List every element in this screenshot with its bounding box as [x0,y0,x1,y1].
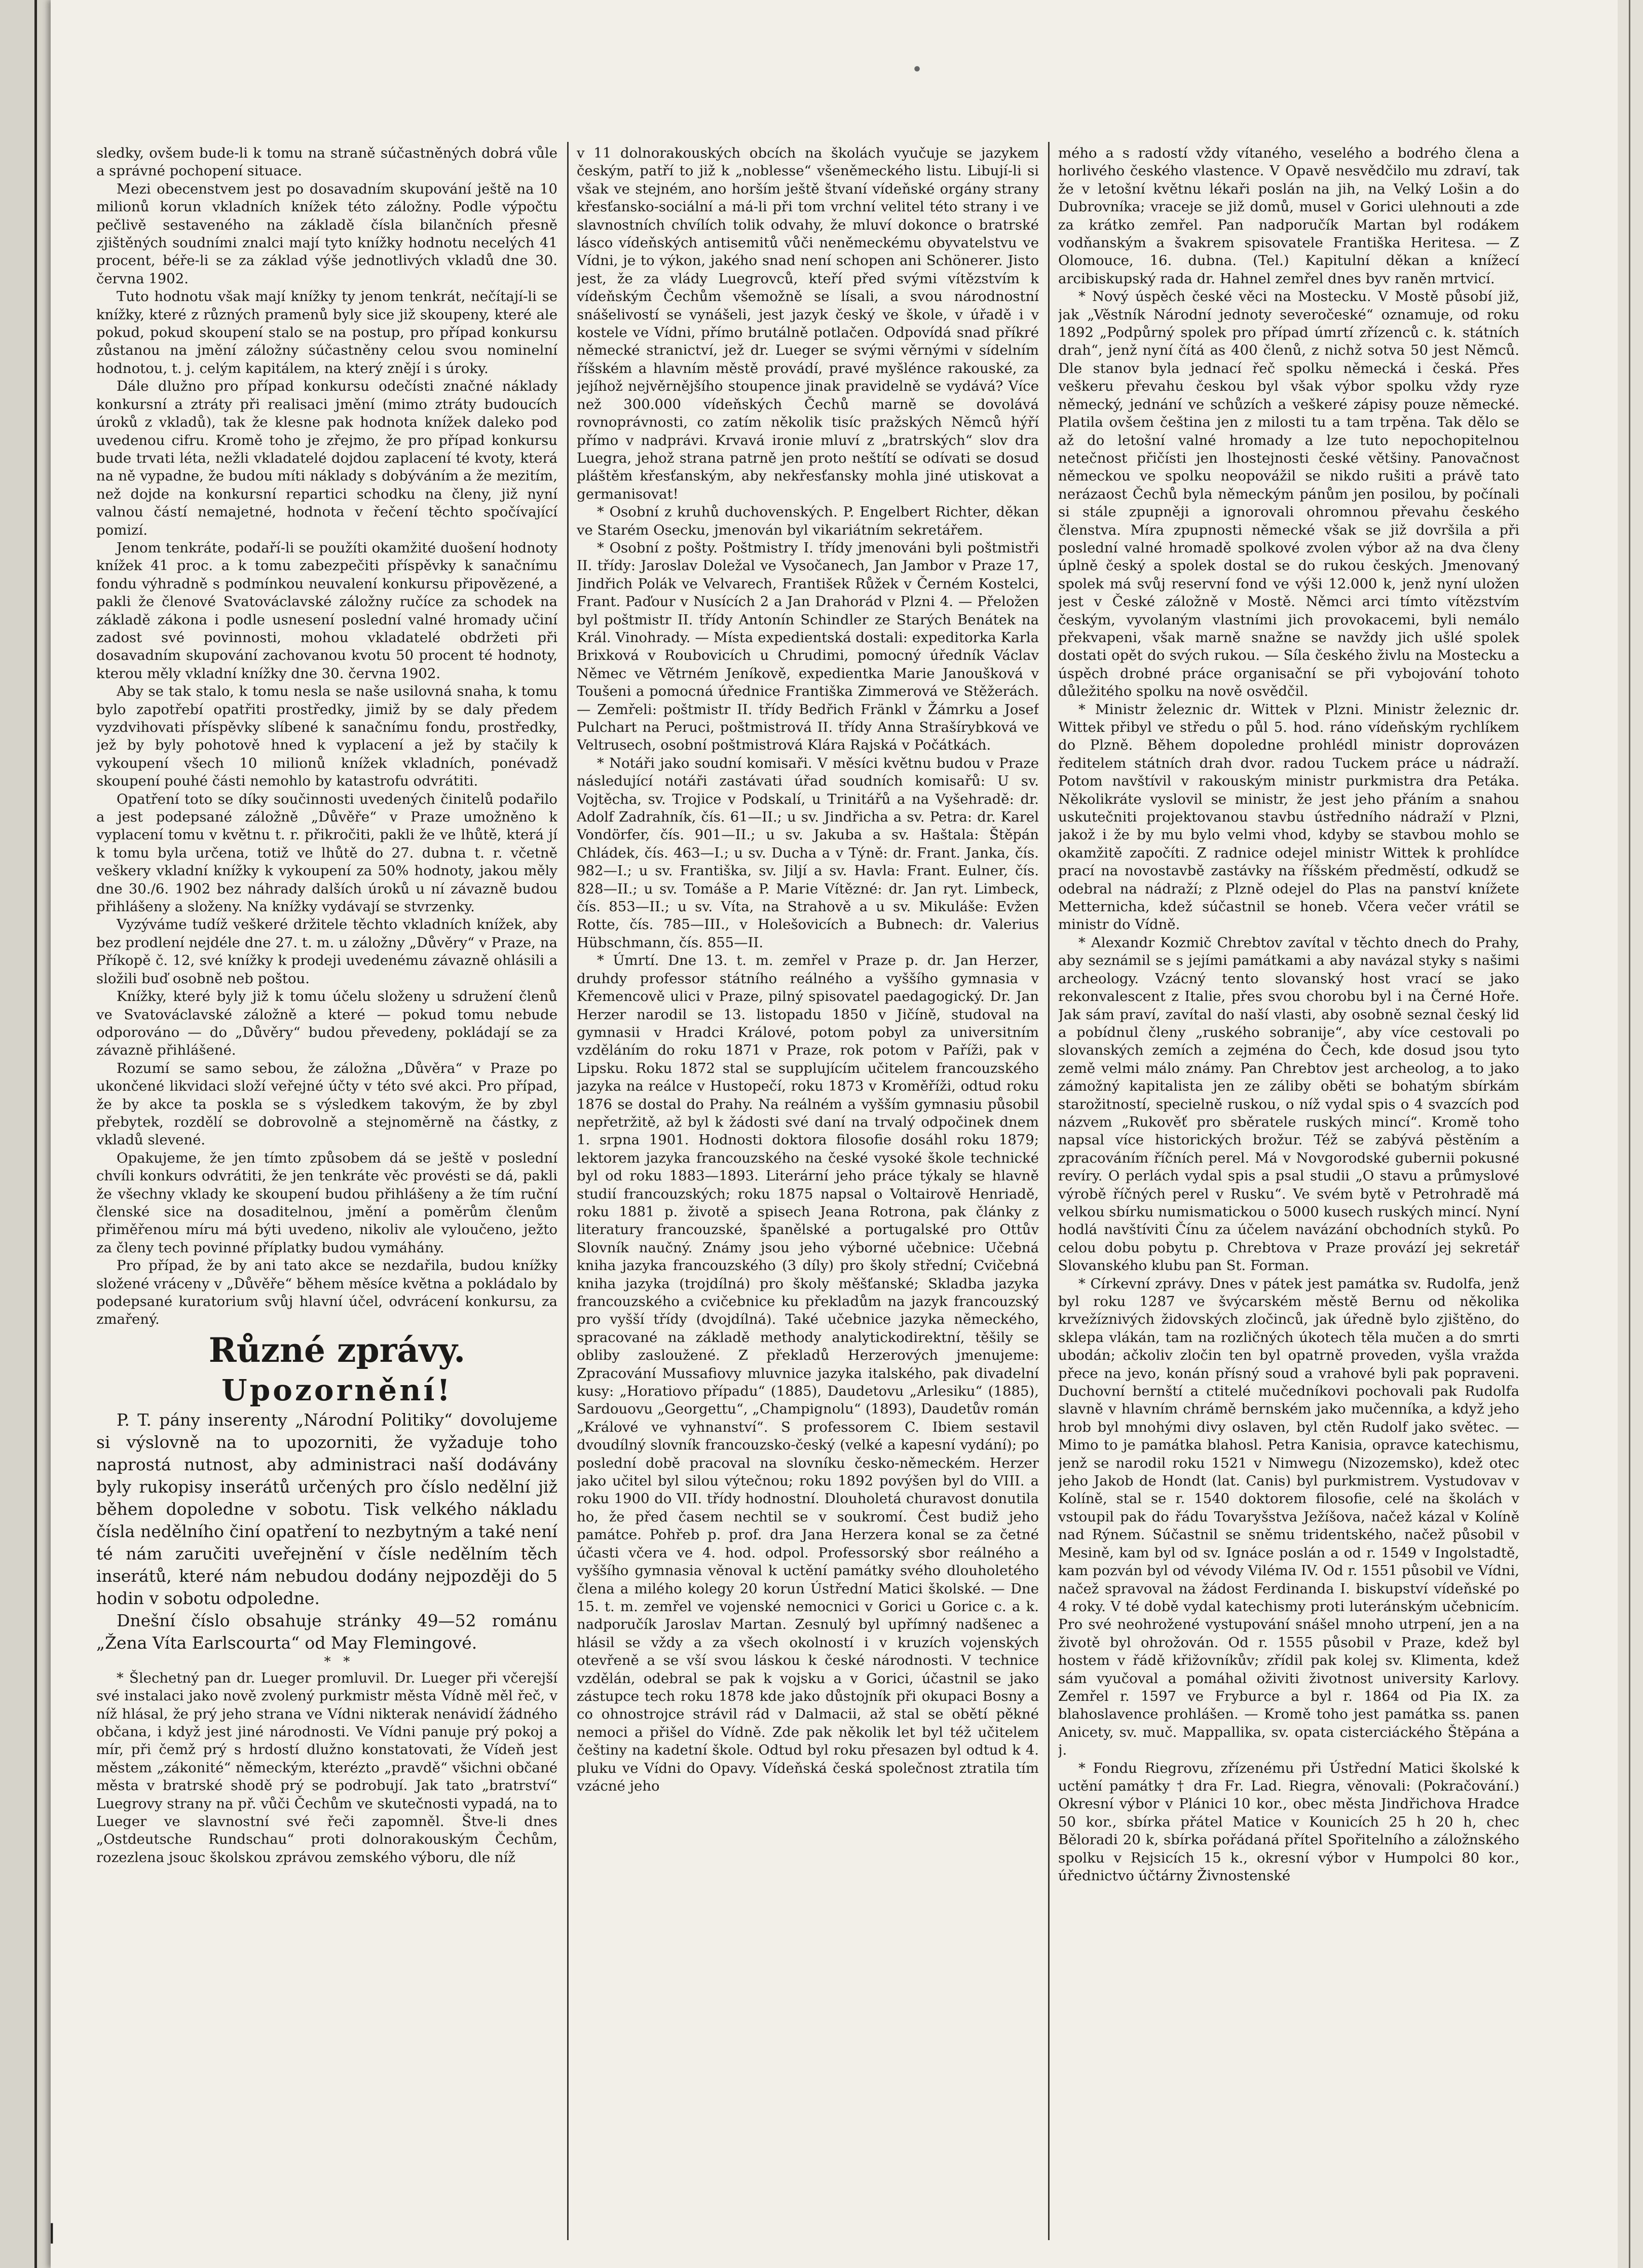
paragraph: * Ministr železnic dr. Wittek v Plzni. Ministr železnic dr. Wittek přibyl ve středu o půl 5. hod. ráno vídeňským rychlíkem do Plzně. Během dopoledne prohlédl ministr doprovázen ředitelem státních drah dvor. radou Tuckem práce u nádraží. Potom navštívil v rakouským ministr purkmistra dra Petáka. Několikráte vyslovil se ministr, že jest jeho přáním a snahou uskutečniti projektovanou stavbu ústředního nádraží v Plzni, jakož i že by mu bylo velmi vhod, kdyby se stavbou mohlo se okamžitě započíti. Z radnice odejel ministr Wittek k prohlídce prací na novostavbě zastávky na říšském předměstí, odkudž se odebral na nádraží; z Plzně odejel do Plas na panství knížete Metternicha, kdež súčastnil se honeb. Včera večer vrátil se ministr do Vídně. [1058,701,1519,933]
paragraph: Aby se tak stalo, k tomu nesla se naše usilovná snaha, k tomu bylo zapotřebí opatřiti prostředky, jimiž by se daly předem vyzdvihovati příspěvky slíbené k sanačnímu fondu, prostředky, jež by byly pohotově hned k vyplacení a jež by stačily k vykoupení všech 10 milionů knížek vkladních, ponévadž skoupení pouhé části nemohlo by katastrofu odvrátiti. [96,683,557,790]
article-lueger: * Šlechetný pan dr. Lueger promluvil. Dr. Lueger při včerejší své instalaci jako nově zvolený purkmistr města Vídně měl řeč, v níž hlásal, že prý jeho strana ve Vídni nikterak nenávidí žádného občana, i když jest jiné národnosti. Ve Vídni panuje prý pokoj a mír, při čemž prý s hrdostí dlužno konstatovati, že Vídeň jest městem „zákonité“ německým, kterézto „pravdě“ všichni občané města v bratrské shodě prý se podrobují. Jak tato „bratrství“ Luegrovy strany na př. vůči Čechům ve skutečnosti vypadá, na to Lueger ve slavnostní své řeči zapomněl. Štve-li dnes „Ostdeutsche Rundschau“ proti dolnorakouským Čechům, rozezlena jsouc školskou zprávou zemského výboru, dle níž [96,1669,557,1866]
column-2 [577,144,1039,2248]
section-heading: Různé zprávy. [208,1330,466,1370]
print-speck: • [912,61,922,79]
paragraph: * Úmrtí. Dne 13. t. m. zemřel v Praze p. dr. Jan Herzer, druhdy professor státního reálného a vyššího gymnasia v Křemencově ulici v Praze, pilný spisovatel paedagogický. Dr. Jan Herzer narodil se 13. listopadu 1850 v Jičíně, studoval na gymnasii v Hradci Králové, potom pobyl za universitním vzděláním do roku 1871 v Praze, rok potom v Paříži, pak v Lipsku. Roku 1872 stal se supplujícím učitelem francouzského jazyka na reálce v Hustopečí, roku 1873 v Kroměříži, odtud roku 1876 se dostal do Prahy. Na reálném a vyšším gymnasiu působil nepřetržitě, až byl k žádosti své daní na trvalý odpočinek dnem 1. srpna 1901. Hodnosti doktora filosofie dosáhl roku 1879; lektorem jazyka francouzského na české vysoké škole technické byl od roku 1883—1893. Literární jeho práce týkaly se hlavně studií francouzských; roku 1875 napsal o Voltairově Henriadě, roku 1881 p. životě a spisech Jeana Rotrona, pak články z literatury francouzské, španělské a portugalské pro Ottův Slovník naučný. Známy jsou jeho výborné učebnice: Učebná kniha jazyka francouzského (3 díly) pro školy střední; Cvičebná kniha jazyka (trojdílná) pro školy měšťanské; Skladba jazyka francouzského a cvičebnice ku překladům na jazyk francouzský pro vyšší třídy (dvojdílná). Také učebnice jazyka německého, spracované na základě methody analytickodirektní, těšily se obliby zasloužené. Z překladů Herzerových jmenujeme: Zpracování Mussafiovy mluvnice jazyka italského, pak divadelní kusy: „Horatiovo případu“ (1885), Daudetovu „Arlesiku“ (1885), Sardouovu „Georgettu“, „Champignolu“ (1893), Daudetův román „Králové ve vyhnanství“. S professorem C. Ibiem sestavil dvoudílný slovník francouzsko-český (velké a kapesní vydání); po poslední době pracoval na slovníku česko-německém. Herzer jako učitel byl silou výtečnou; roku 1892 povýšen byl do VIII. a roku 1900 do VII. třídy hodnostní. Dlouholetá churavost donutila ho, že před časem nechtil se v soukromí. Čest budiž jeho památce. Pohřeb p. prof. dra Jana Herzera konal se za četné účasti včera ve 4. hod. odpol. Professorský sbor reálného a vyššího gymnasia věnoval k uctění památky svého dlouholetého člena a milého kolegy 20 korun Ústřední Matici školské. — Dne 15. t. m. zemřel ve vojenské nemocnici v Gorici u Gorice c. a k. nadporučík Jaroslav Martan. Zesnulý byl upřímný nadšenec a hlásil se vždy a za všech okolností i v kruzích vojenských otevřeně a se vší svou láskou k české národnosti. V technice vzdělán, odebral se pak k vojsku a v Gorici, účastnil se jako zástupce tech roku 1878 kde jako důstojník při okupaci Bosny a co ohnostrojce strávil rád v Dalmacii, až stal se obětí pěkné nemoci a přišel do Vídně. Zde pak několik let byl též učitelem češtiny na kadetní škole. Odtud byl roku přesazen byl odtud k 4. pluku ve Vídni do Opavy. Vídeňská česká společnost ztratila tím vzácné jeho [577,952,1039,1794]
page-binding-strip [0,0,51,2268]
paragraph: Opatření toto se díky součinnosti uvedených činitelů podařilo a jest podepsané záložně „Důvěře“ v Praze umožněno k vyplacení tomu v květnu t. r. přikročiti, pakli že ve lhůtě, která jí k tomu byla určena, totiž ve lhůtě do 27. dubna t. r. včetně veškery vkladní knížky k vykoupení za 50% hodnoty, jakou měly dne 30./6. 1902 bez náhrady dalších úroků u ní závazně budou přihlášeny a složeny. Na knížky vydávají se stvrzenky. [96,791,557,915]
paragraph: sledky, ovšem bude-li k tomu na straně súčastněných dobrá vůle a správné pochopení situace. [96,145,557,179]
notice-text: P. T. pány inserenty „Národní Politiky“ dovolujeme si výslovně na to upozorniti, že vyžaduje toho naprostá nutnost, aby administraci naší dodávány byly rukopisy inserátů určených pro číslo nedělní již během dopoledne v sobotu. Tisk velkého nákladu čísla nedělního činí opatření to nezbytným a také není té nám zaručiti uveřejnění v čísle nedělním těch inserátů, které nám nebudou dodány nejpozději do 5 hodin v sobotu odpoledne. [96,1409,557,1608]
notice-heading: Upozornění! [221,1372,453,1407]
column-rule-2 [1048,142,1050,2240]
paragraph: * Alexandr Kozmič Chrebtov zavítal v těchto dnech do Prahy, aby seznámil se s jejími památkami a aby navázal styky s našimi archeology. Vzácný tento slovanský host vrací se jako rekonvalescent z Italie, přes svou chorobu byl i na Černé Hoře. Jak sám praví, zavítal do naší vlasti, aby osobně seznal český lid a pobídnul členy „ruského sobranije“, aby více cestovali po slovanských zemích a zejména do Čech, kde dosud jsou tyto země velmi málo známy. Pan Chrebtov jest archeolog, a to jako zámožný kapitalista jen ze záliby oběti se bohatým sbírkám starožitností, specielně ruskou, o níž vydal spis o 4 svazcích pod názvem „Rukověť pro sběratele ruských mincí“. Kromě toho napsal více historických brožur. Též se zabývá pěstěním a zpracováním říčních perel. Má v Novgorodské gubernii pokusné revíry. O perlách vydal spis a psal studii „O stavu a průmyslové výrobě říčných perel v Rusku“. Ve svém bytě v Petrohradě má velkou sbírku numismatickou o 5000 kusech ruských mincí. Nyní hodlá navštíviti Čínu za účelem navázání obchodních styků. Po celou dobu pobytu p. Chrebtova v Praze provází jej sekretář Slovanského klubu pan St. Forman. [1058,934,1519,1274]
column-3 [1058,144,1519,2248]
paragraph: Dále dlužno pro případ konkursu odečísti značné náklady konkursní a ztráty při realisaci jmění (mimo ztráty budoucích úroků z vkladů), tak že klesne pak hodnota knížek daleko pod uvedenou cifru. Kromě toho je zřejmo, že pro případ konkursu bude trvati léta, nežli vkladatelé dojdou zaplacení té kvoty, která na ně vypadne, že budou míti náklady s dobýváním a že mezitím, než dojde na konkursní repartici schodku na členy, již nyní valnou částí nemajetné, hodnota v řečení těchto spočívající pomizí. [96,378,557,538]
paragraph: * Církevní zprávy. Dnes v pátek jest památka sv. Rudolfa, jenž byl roku 1287 ve švýcarském městě Bernu od několika krvežíznivých židovských zločinců, jak úředně bylo zjištěno, do sklepa vlákán, tam na rozličných úkotech těla mučen a do smrti ubodán; ačkoliv zločin ten byl opatrně proveden, vyšla vražda přece na jevo, konán přísný soud a vrahové byli pak popraveni. Duchovní bernští a ctitelé mučedníkovi pochovali pak Rudolfa slavně v hlavním chrámě bernském jako mučenníka, a když jeho hrob byl mnohými divy oslaven, byl ctěn Rudolf jako světec. — Mimo to je památka blahosl. Petra Kanisia, opravce katechismu, jenž se narodil roku 1521 v Nimwegu (Nizozemsko), kdež otec jeho Jakob de Hondt (lat. Canis) byl purkmistrem. Vystudovav v Kolíně, stal se r. 1540 doktorem filosofie, celé na školách v vstoupil pak do řádu Tovaryšstva Ježíšova, načež kázal v Kolíně nad Rýnem. Súčastnil se sněmu tridentského, načež působil v Mesině, kam byl od sv. Ignáce poslán a od r. 1549 v Ingolstadtě, kam pozván byl od vévody Viléma IV. Od r. 1551 působil ve Vídni, načež spravoval na žádost Ferdinanda I. biskupství vídeňské po 4 roky. V té době vydal katechismy proti luteránským učebnicím. Pro své neohrožené vystupování snášel mnoho utrpení, jen a na životě byl ohrožován. Od r. 1555 působil v Praze, kdež byl hostem v řádě křižovníkův; zřídil pak kolej sv. Klimenta, kdež sám vyučoval a pomáhal oživiti životnost university Karlovy. Zemřel r. 1597 ve Fryburce a byl r. 1864 od Pia IX. za blahoslavence prohlášen. — Kromě toho jest památka ss. panen Anicety, sv. muč. Mappallika, sv. opata cisterciáckého Štěpána a j. [1058,1275,1519,1759]
column-1 [96,144,557,2248]
paragraph: * Nový úspěch české věci na Mostecku. V Mostě působí již, jak „Věstník Národní jednoty severočeské“ oznamuje, od roku 1892 „Podpůrný spolek pro případ úmrtí zřízenců c. k. státních drah“, jenž nyní čítá as 400 členů, z nichž sotva 50 jest Němců. Dle stanov byla jednací řeč spolku německá i česká. Přes veškeru převahu českou byl však výbor spolku vždy ryze německý, jednání ve schůzích a veškeré zápisy pouze německé. Platila ovšem čeština jen z milosti tu a tam trpěna. Tak dělo se až do letošní valné hromady a lze tuto nepochopitelnou netečnost přičísti jen lhostejnosti české většiny. Panovačnost německou ve spolku neopovážil se nikdo rušiti a právě tato nerázaost Čechů byla německým pánům jen posilou, by počínali si stále zpupněji a ignorovali ohromnou převahu českého členstva. Míra zpupnosti německé však se již dovršila a při poslední valné hromadě spolkové zvolen výbor až na dva členy úplně český a spolek dostal se do rukou českých. Jmenovaný spolek má svůj reservní fond ve výši 12.000 k, jenž nyní uložen jest v České záložně v Mostě. Němci arci tímto vítězstvím českým, vyvolaným vlastními jich provokacemi, byli nemálo překvapeni, však marně snažne se navždy jich ušlé spolek dostati opět do svých rukou. — Síla českého živlu na Mostecku a úspěch drobné práce organisační se při vybojování tohoto důležitého spolku na nově osvědčil. [1058,288,1519,700]
paragraph: * Osobní z pošty. Poštmistry I. třídy jmenováni byli poštmistři II. třídy: Jaroslav Doležal ve Vysočanech, Jan Jambor v Praze 17, Jindřich Polák ve Velvarech, František Růžek v Černém Kostelci, Frant. Paďour v Nusících 2 a Jan Drahorád v Plzni 4. — Přeložen byl poštmistr II. třídy Antonín Schindler ze Starých Benátek na Král. Vinohrady. — Místa expedientská dostali: expeditorka Karla Brixková v Roubovicích u Chrudimi, pomocný úředník Václav Němec ve Větrném Jeníkově, expedientka Marie Janoušková v Toušeni a pomocná úřednice Františka Zimmerová ve Stěžerách. — Zemřeli: poštmistr II. třídy Bedřich Fränkl v Žámrku a Josef Pulchart na Peruci, poštmistrová II. třídy Anna Strašírybková ve Veltrusech, osobní poštmistrová Klára Rajská v Počátkách. [577,539,1039,754]
paragraph: * Osobní z kruhů duchovenských. P. Engelbert Richter, děkan ve Starém Osecku, jmenován byl vikariátním sekretářem. [577,504,1039,538]
novel-note: Dnešní číslo obsahuje stránky 49—52 románu „Žena Víta Earlscourta“ od May Flemingové. [96,1610,557,1653]
paragraph: v 11 dolnorakouských obcích na školách vyučuje se jazykem českým, patří to již k „noblesse“ všeněmeckého listu. Libují-li si však ve stejném, ano horším ještě štvaní vídeňské orgány strany křesťansko-sociální a má-li při tom vrchní velitel této strany i ve slavnostních chvílích tolik odvahy, že mluví dokonce o bratrské lásco vídeňských antisemitů vůči neněmeckému obyvatelstvu ve Vídni, je to výkon, jakého snad není schopen ani Schönerer. Jisto jest, že za vlády Luegrovců, kteří před svými vítězstvím k vídeňským Čechům všemožně se lísali, a svou národnostní snášelivostí se vynášeli, jest jazyk český ve škole, v úřadě i v kostele ve Vídni, přímo brutálně potlačen. Odpovídá snad příkré německé stranictví, jež dr. Lueger se svými věrnými v sídelním říšském a hlavním městě provádí, pravé myšlénce rakouské, za jejíhož nejvěrnějšího stoupence jinak pravidelně se vydává? Více než 300.000 vídeňských Čechů marně se dovolává rovnoprávnosti, co zatím několik tisíc pražských Němců hýří přímo v nadprávi. Krvavá ironie mluví z „bratrských“ slov dra Luegra, jehož strana patrně jen proto neštítí se odívati se dosud pláštěm křesťanským, aby nekřesťansky mohla jiné utiskovat a germanisovat! [577,145,1039,502]
paragraph: Vyzýváme tudíž veškeré držitele těchto vkladních knížek, aby bez prodlení nejdéle dne 27. t. m. u záložny „Důvěry“ v Praze, na Příkopě č. 12, své knížky k prodeji uvedenému závazně ohlásili a složili buď osobně neb poštou. [96,916,557,987]
paragraph: Opakujeme, že jen tímto způsobem dá se ještě v poslední chvíli konkurs odvrátiti, že jen tenkráte věc provésti se dá, pakli že všechny vklady ke skoupení budou přihlášeny a že tím ruční členské sice na dosaditelnou, jmění a poměrům členům přiměřenou míru má býti uvedeno, nikoliv ale vyloučeno, ježto za členy tech povinné příplatky budou vymáhány. [96,1149,557,1256]
paragraph: Rozumí se samo sebou, že záložna „Důvěra“ v Praze po ukončené likvidaci složí veřejné účty v této své akci. Pro případ, že by akce ta poskla se s výsledkem takovým, že by zbyl přebytek, rozdělí se dobrovolně a stejnoměrně na částky, z vkladů slevené. [96,1060,557,1148]
page-right-edge [1618,0,1643,2268]
paragraph: Mezi obecenstvem jest po dosavadním skupování ještě na 10 milionů korun vkladních knížek této záložny. Podle výpočtu pečlivě sestaveného na základě čísla bilančních přesně zjištěných soudními znalci mají tyto knížky hodnotu necelých 41 procent, béře-li se za základ výše jednotlivých vkladů dne 30. června 1902. [96,180,557,287]
paragraph: Tuto hodnotu však mají knížky ty jenom tenkrát, nečítají-li se knížky, které z různých pramenů byly sice již skoupeny, které ale pokud, pokud skoupení stalo se na postup, pro případ konkursu zůstanou na jmění záložny súčastněny celou svou nominelní hodnotou, t. j. celým kapitálem, na který znějí i s úroky. [96,288,557,377]
paragraph: Pro případ, že by ani tato akce se nezdařila, budou knížky složené vráceny v „Důvěře“ během měsíce května a pokládalo by podepsané kuratorium svůj hlavní účel, odvrácení konkursu, za zmařený. [96,1257,557,1328]
paragraph: Knížky, které byly již k tomu účelu složeny u sdružení členů ve Svatováclavské záložně a které — pokud tomu nebude odporováno — do „Důvěry“ budou převedeny, pokládají se za závazně přihlášené. [96,988,557,1059]
edge-rule [1629,0,1630,2268]
paragraph: Jenom tenkráte, podaří-li se použíti okamžité duošení hodnoty knížek 41 proc. a k tomu zabezpečiti příspěvky k sanačnímu fondu výhradně s podmínkou neuvalení konkursu připovězené, a pakli že členové Svatováclavské záložny ručíce za schodek na základě zákona i podle usnesení poslední valné hromady učiní zadost své povinnosti, mohou vkladatelé obdržeti při dosavadním skupování zachovanou kvotu 50 procent té hodnoty, kterou měly vkladní knížky dne 30. června 1902. [96,539,557,682]
ornament-icon: * * [324,1654,350,1669]
paragraph: * Fondu Riegrovu, zřízenému při Ústřední Matici školské k uctění památky † dra Fr. Lad. Riegra, věnovali: (Pokračování.) Okresní výbor v Plánici 10 kor., obec města Jindřichova Hradce 50 kor., sbírka přátel Matice v Kounicích 25 h 20 h, chec Běloradi 20 k, sbírka pořádaná přítel Spořitelního a záložnského spolku v Rejsicích 15 k., okresní výbor v Humpolci 80 kor., úřednictvo účtárny Živnostenské [1058,1760,1519,1884]
paragraph: mého a s radostí vždy vítaného, veselého a bodrého člena a horlivého českého vlastence. V Opavě nesvědčilo mu zdraví, tak že v letošní květnu lékaři poslán na jih, na Velký Lošin a do Dubrovníka; vraceje se již domů, musel v Gorici ulehnouti a zde za krátko zemřel. Pan nadporučík Martan byl rodákem vodňanským a švakrem spisovatele Františka Heritesa. — Z Olomouce, 16. dubna. (Tel.) Kapitulní děkan a knížecí arcibiskupský rada dr. Hahnel zemřel dnes byv raněn mrtvicí. [1058,145,1519,287]
binding-rule [34,0,37,2268]
paragraph: * Notáři jako soudní komisaři. V měsíci květnu budou v Praze následující notáři zastávati úřad soudních komisařů: U sv. Vojtěcha, sv. Trojice v Podskalí, u Trinitářů a na Vyšehradě: dr. Adolf Zadrahník, čís. 61—II.; u sv. Jindřicha a sv. Petra: dr. Karel Vondörfer, čís. 901—II.; u sv. Jakuba a sv. Haštala: Štěpán Chládek, čís. 463—I.; u sv. Ducha a v Týně: dr. Frant. Janka, čís. 982—I.; u sv. Františka, sv. Jiljí a sv. Havla: Frant. Eulner, čís. 828—II.; u sv. Tomáše a P. Marie Vítězné: dr. Jan ryt. Limbeck, čís. 853—II.; u sv. Víta, na Strahově a u sv. Mikuláše: Evžen Rotte, čís. 785—III., v Holešovicích a Bubnech: dr. Valerius Hübschmann, čís. 855—II. [577,755,1039,951]
column-rule-1 [567,142,569,2240]
bottom-margin-mark: | [48,2220,56,2244]
